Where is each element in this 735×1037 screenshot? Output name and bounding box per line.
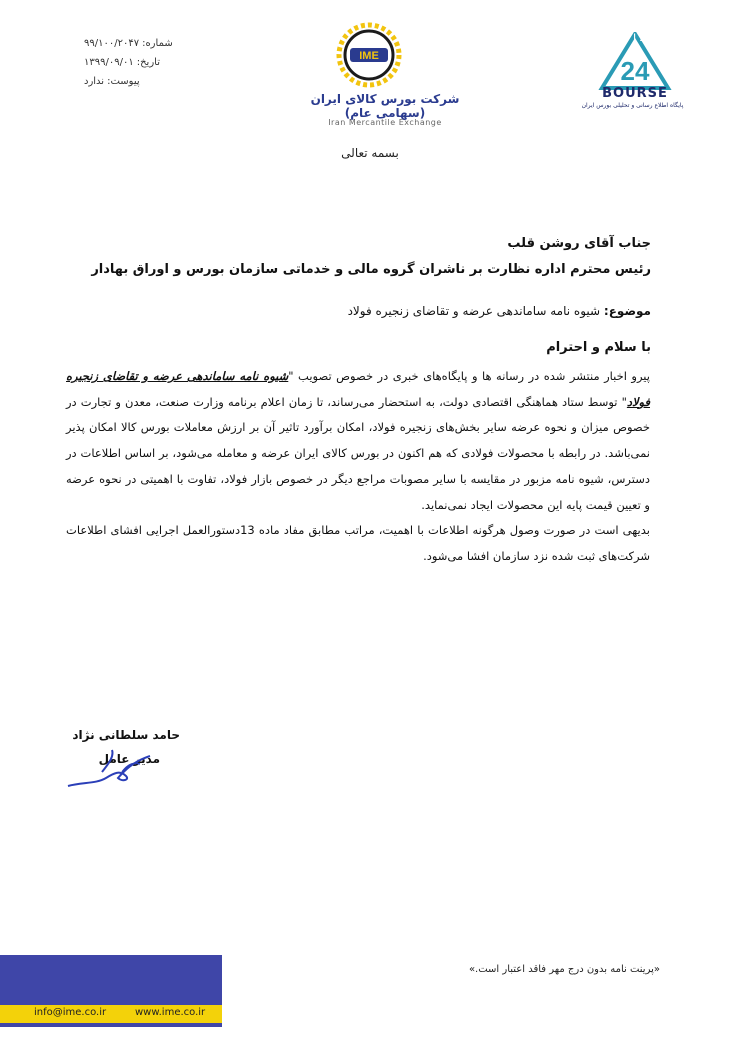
recipient-name: جناب آقای روشن قلب <box>507 236 651 251</box>
body-p1-start: پیرو اخبار منتشر شده در رسانه ها و پایگاه‌های خبری در خصوص تصویب " <box>288 369 650 383</box>
salutation: با سلام و احترام <box>546 340 651 355</box>
letter-date-row <box>84 53 184 72</box>
ime-name-fa: شرکت بورس کالای ایران (سهامی عام) <box>310 92 460 120</box>
bismillah: بسمه تعالی <box>341 146 399 160</box>
body-paragraph-2: بدیهی است در صورت وصول هرگونه اطلاعات با اهمیت، مراتب مطابق مفاد ماده 13دستورالعمل اجرایی افشای اطلاعات شرکت‌های ثبت شده نزد سازمان افشا می‌شود. <box>66 523 650 563</box>
attachment-value: ندارد <box>84 76 105 87</box>
bourse-logo-word: BOURSE <box>602 86 668 101</box>
footer-address-line-1: آدرس: تهران، خیابان آیت الله طالقانی، <box>531 7 725 18</box>
attachment-row <box>84 72 184 91</box>
body-p1-rest: " توسط ستاد هماهنگی اقتصادی دولت، به استحضار می‌رساند، تا زمان اعلام برنامه وزارت صنعت، معدن و تجارت در خصوص میزان و نحوه عرضه سایر بخش‌های زنجیره فولاد، امکان برآورد تاثیر آن بر ارزش معاملات بورس کالا امکان پذیر نمی‌باشد. در رابطه با محصولات فولادی که هم اکنون در بورس کالای ایران عرضه و معامله می‌شود، بر اساس اطلاعات در دسترس، شیوه نامه مزبور در مقایسه با سایر مصوبات مراجع دیگر در خصوص بازار فولاد، تفاوت با اهمیتی در نحوه عرضه و تعیین قیمت پایه این محصولات ایجاد نمی‌نماید. <box>66 394 650 512</box>
signatory-title: مدیر عامل <box>98 752 160 766</box>
footer-address <box>520 6 725 45</box>
footer-address-line-2: بعد از تقاطع ولی عصر (عج)، شماره ۳۵۱ <box>525 20 725 31</box>
footer-address-line-3: تلفن گویا: ۸۵۶۴۰ | نمابر: ۸۸۳۸۳۰۰۰ <box>548 33 725 44</box>
footer-email[interactable]: info@ime.co.ir <box>34 1007 107 1018</box>
ime-name-en: Iran Mercantile Exchange <box>328 118 442 127</box>
attachment-label: پیوست: <box>107 76 140 87</box>
body-paragraph-1 <box>66 364 650 518</box>
recipient-title: رئیس محترم اداره نظارت بر ناشران گروه مالی و خدماتی سازمان بورس و اوراق بهادار <box>91 262 651 277</box>
bourse-logo-subtitle: پایگاه اطلاع رسانی و تحلیلی بورس ایران <box>581 102 684 109</box>
ime-logo-text: IME <box>359 50 379 62</box>
svg-text:24: 24 <box>620 56 650 86</box>
letter-number-row <box>84 34 184 53</box>
body-p1-highlight: شیوه نامه ساماندهی عرضه و تقاضای زنجیره فولاد <box>66 369 650 409</box>
subject-text: شیوه نامه ساماندهی عرضه و تقاضای زنجیره فولاد <box>347 304 601 318</box>
letter-body <box>66 364 650 570</box>
letter-meta <box>84 34 184 91</box>
signatory-name: حامد سلطانی نژاد <box>72 728 180 742</box>
letter-number: ۹۹/۱۰۰/۲۰۴۷ <box>84 38 140 49</box>
letter-number-label: شماره: <box>142 38 173 49</box>
letter-date-label: تاریخ: <box>136 57 160 68</box>
footer-note: «پرینت نامه بدون درج مهر فاقد اعتبار است.» <box>468 964 660 975</box>
subject-line <box>348 304 651 318</box>
subject-label: موضوع: <box>603 304 651 318</box>
footer-website[interactable]: www.ime.co.ir <box>135 1007 206 1018</box>
letter-date: ۱۳۹۹/۰۹/۰۱ <box>84 57 134 68</box>
handwritten-signature-icon <box>62 742 152 794</box>
ime-logo-icon <box>334 20 404 90</box>
